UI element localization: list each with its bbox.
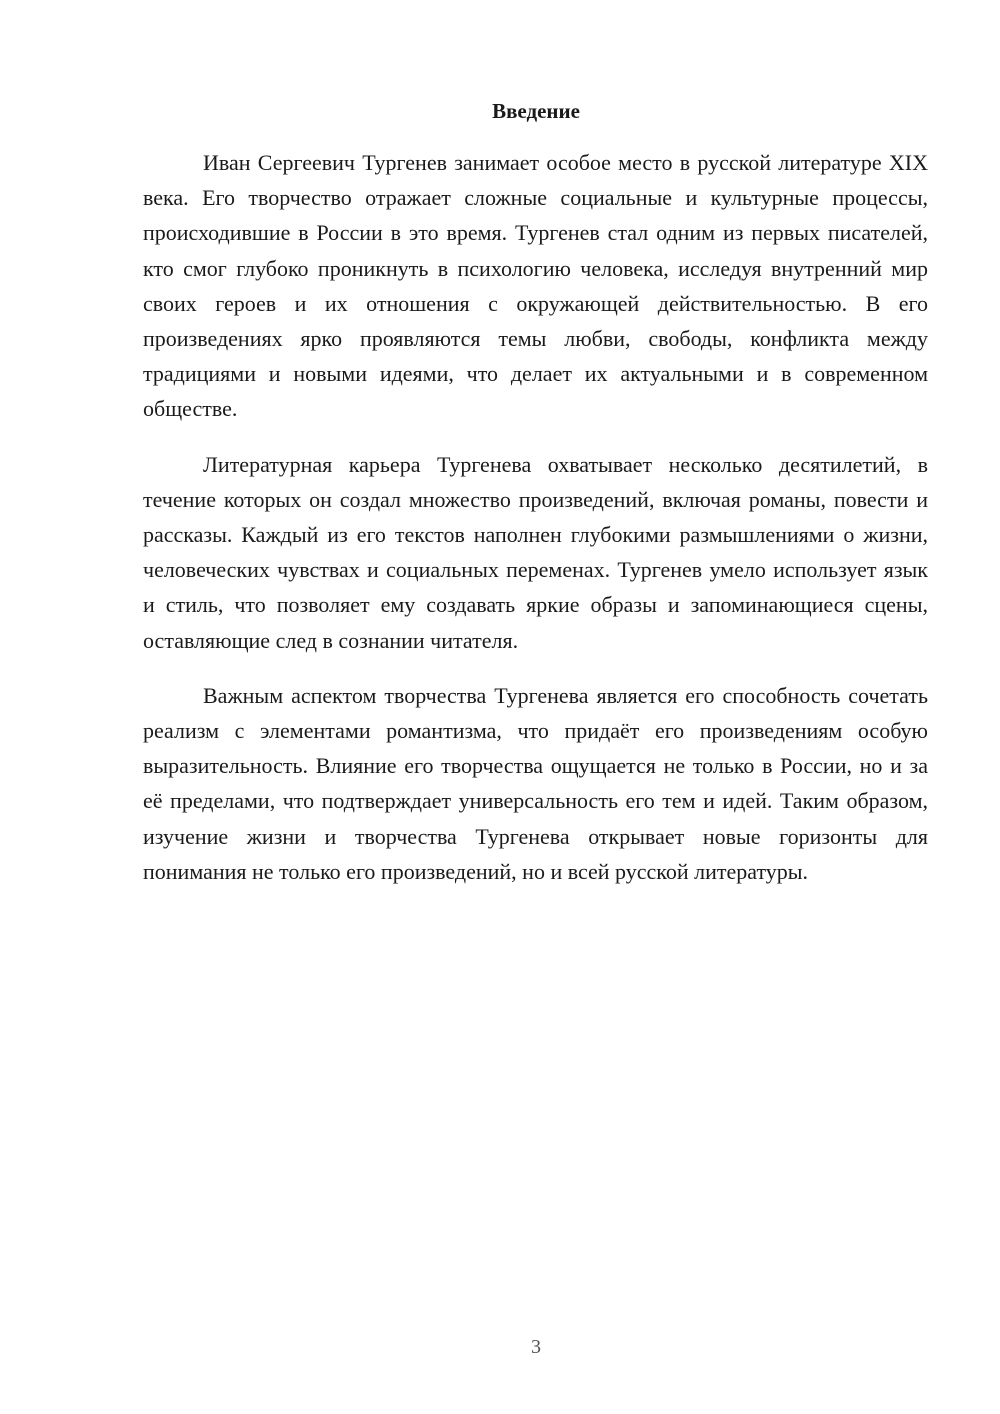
paragraph-1: Иван Сергеевич Тургенев занимает особое место в русской литературе XIX века. Его творчество отражает сложные социальные и культурные процессы, происходившие в России в это время. Тургенев стал одним из первых писателей, кто смог глубоко проникнуть в психологию человека, исследуя внутренний мир своих героев и их отношения с окружающей действительностью. В его произведениях ярко проявляются темы любви, свободы, конфликта между традициями и новыми идеями, что делает их актуальными и в современном обществе. [143,150,928,422]
paragraph-2: Литературная карьера Тургенева охватывает несколько десятилетий, в течение которых он создал множество произведений, включая романы, повести и рассказы. Каждый из его текстов наполнен глубокими размышлениями о жизни, человеческих чувствах и социальных переменах. Тургенев умело использует язык и стиль, что позволяет ему создавать яркие образы и запоминающиеся сцены, оставляющие след в сознании читателя. [143,451,928,653]
page-number: 3 [531,1336,541,1358]
section-title: Введение [492,99,580,123]
paragraph-3: Важным аспектом творчества Тургенева является его способность сочетать реализм с элементами романтизма, что придаёт его произведениям особую выразительность. Влияние его творчества ощущается не только в России, но и за её пределами, что подтверждает универсальность его тем и идей. Таким образом, изучение жизни и творчества Тургенева открывает новые горизонты для понимания не только его произведений, но и всей русской литературы. [143,682,928,884]
body-text [143,145,928,909]
